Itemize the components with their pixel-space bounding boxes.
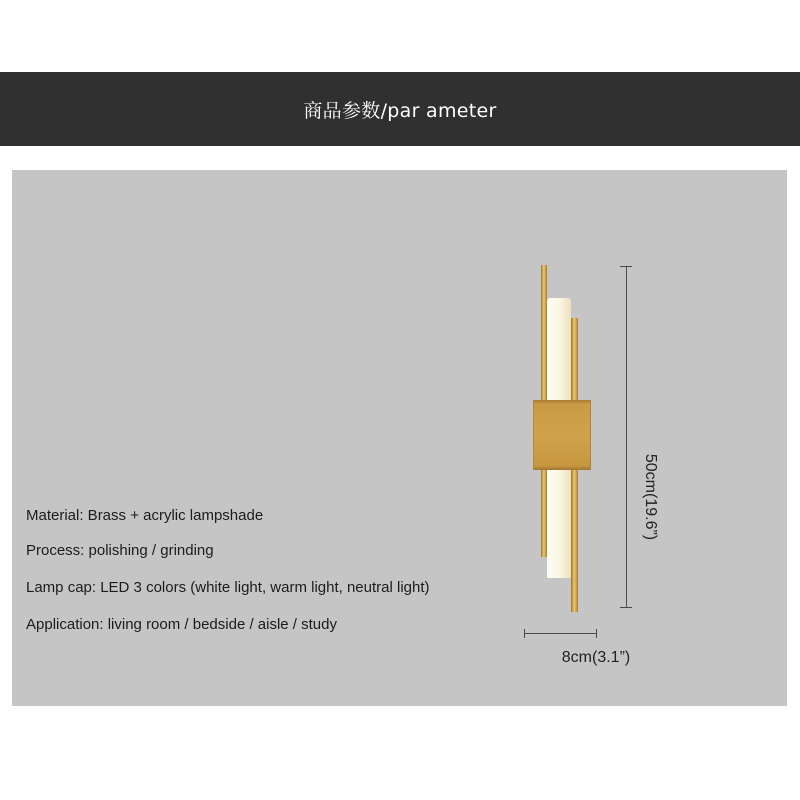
height-dimension-line [626,266,627,608]
width-dimension-tick-left [524,629,525,638]
spec-line-lamp-cap: Lamp cap: LED 3 colors (white light, warm light, neutral light) [26,579,430,596]
page-title: 商品参数/par ameter [303,99,497,122]
spec-line-application: Application: living room / bedside / aisle / study [26,616,337,633]
width-dimension-label: 8cm(3.1”) [561,649,631,666]
width-dimension-line [524,633,597,634]
height-dimension-tick-top [620,266,632,267]
header-bar [0,72,800,146]
spec-line-process: Process: polishing / grinding [26,542,214,559]
width-dimension-tick-right [596,629,597,638]
spec-panel [12,170,787,706]
lamp-brass-mount [533,400,591,470]
height-dimension-tick-bottom [620,607,632,608]
spec-line-material: Material: Brass + acrylic lampshade [26,507,264,524]
height-dimension-label: 50cm(19.6”) [642,453,659,541]
